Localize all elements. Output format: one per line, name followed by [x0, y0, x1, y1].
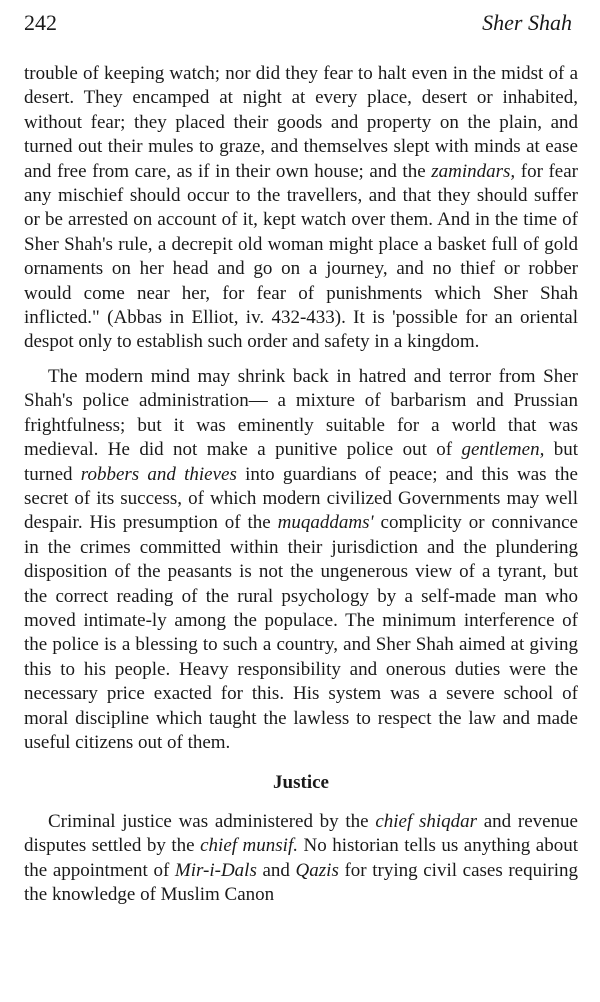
italic-term: chief munsif. [200, 835, 298, 857]
italic-term: gentlemen, [461, 439, 545, 461]
text-run: for trying civil cases requiring the knowledge of Muslim Canon [24, 859, 579, 905]
paragraph-1 [24, 62, 578, 355]
text-run: complicity or connivance in the crimes committed within their jurisdiction and the plundering disposition of the peasants is not the ungenerous view of a tyrant, but the correct reading of the rural psychology by a self-made man who moved intimate-ly among the populace. The minimum interference of the police is a blessing to such a country, and Sher Shah aimed at giving this to his people. Heavy responsibility and onerous duties were the necessary price exacted for this. His system was a severe school of moral discipline which taught the lawless to respect the law and made useful citizens out of them. [24, 512, 578, 753]
italic-term: robbers and thieves [80, 463, 237, 485]
paragraph-2 [24, 365, 578, 756]
text-run: The modern mind may shrink back in hatred and terror from Sher Shah's police administration— a mixture of barbarism and Prussian frightfulness; but it was eminently suitable for a world that was medieval. He did not make a punitive police out of [24, 365, 578, 461]
italic-term: Qazis [295, 859, 339, 881]
page-body [24, 62, 578, 907]
text-run: for fear any mischief should occur to the travellers, and that they should suffer or be arrested on account of it, kept watch over them. And in the time of Sher Shah's rule, a decrepit old woman might place a basket full of gold ornaments on her head and go on a journey, and no thief or robber would come near her, for fear of punishments which Sher Shah inflicted." (Abbas in Elliot, iv. 432-433). It is 'possible for an oriental despot only to establish such order and safety in a kingdom. [24, 160, 578, 353]
text-run: but turned [24, 439, 578, 485]
italic-term: zamindars, [431, 160, 516, 182]
text-run: No historian tells us anything about the appointment of [24, 835, 578, 881]
page-number: 242 [24, 10, 57, 35]
page-header [24, 10, 572, 36]
section-heading: Justice [273, 772, 329, 794]
italic-term: Mir-i-Dals [174, 859, 257, 881]
italic-term: chief shiqdar [375, 810, 478, 832]
text-run: trouble of keeping watch; nor did they fear to halt even in the midst of a desert. They encamped at night at every place, desert or inhabited, without fear; they placed their goods and property on the plain, and turned out their mules to graze, and themselves slept with minds at ease and free from care, as if in their own house; and the [24, 63, 578, 182]
paragraph-spacer [24, 355, 578, 365]
text-run: and [256, 859, 296, 881]
running-title: Sher Shah [482, 10, 572, 35]
text-run: and revenue disputes settled by the [24, 810, 578, 857]
paragraph-3 [24, 810, 578, 908]
italic-term: muqaddams' [277, 512, 374, 534]
text-run: into guardians of peace; and this was the secret of its success, of which modern civilized Governments may well despair. His presumption of the [24, 463, 578, 534]
text-run: Criminal justice was administered by the [48, 810, 376, 832]
